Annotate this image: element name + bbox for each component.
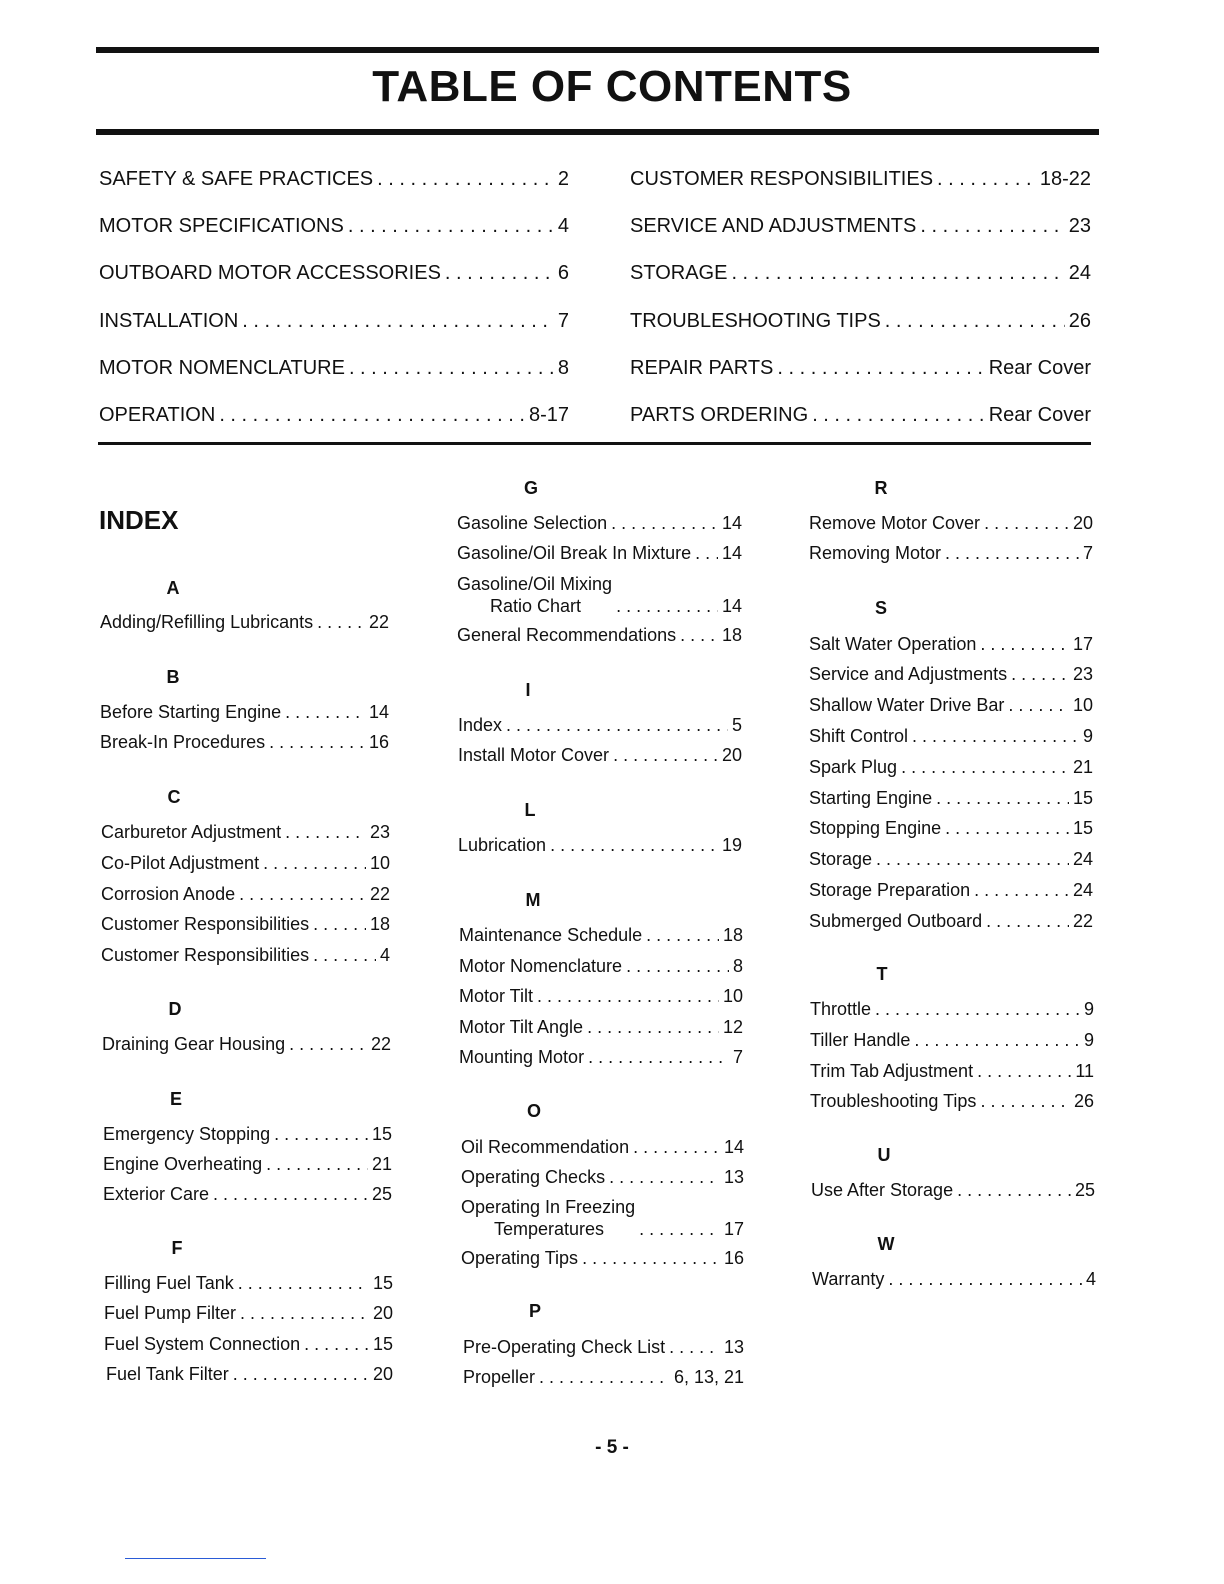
toc-entry-page: 24 (1068, 262, 1091, 285)
index-entry-label: Operating Checks (461, 1167, 606, 1187)
index-entry-label: Corrosion Anode (101, 884, 236, 904)
index-entry-label (457, 573, 612, 617)
toc-entry (630, 215, 1091, 262)
index-entry (101, 852, 390, 874)
index-entry-label: Index (458, 715, 503, 735)
dot-leader (912, 725, 1079, 747)
index-entry-page: 18 (722, 925, 743, 945)
index-entry-label: Pre-Operating Check List (463, 1337, 666, 1357)
index-entry-page: 15 (1072, 818, 1093, 838)
toc-entry-page: Rear Cover (988, 356, 1091, 379)
index-entry-label: Gasoline/Oil Break In Mixture (457, 543, 692, 563)
toc-bottom-rule (98, 442, 1091, 445)
index-entry-page: 14 (368, 702, 389, 722)
index-entry-label: Submerged Outboard (809, 911, 983, 931)
dot-leader (633, 1136, 720, 1158)
index-entry (104, 1272, 393, 1294)
dot-leader (289, 1033, 367, 1055)
index-entry-page: 15 (372, 1273, 393, 1293)
index-entry-page: 26 (1073, 1091, 1094, 1111)
toc-entry (630, 262, 1091, 309)
title-bottom-rule (96, 129, 1099, 135)
index-letter-e: E (169, 1089, 182, 1109)
index-entry-label: General Recommendations (457, 625, 677, 645)
index-entry-page: 17 (723, 1219, 744, 1239)
dot-leader (550, 834, 718, 856)
index-entry (457, 512, 742, 534)
toc-entry (99, 215, 569, 262)
toc-entry-label: PARTS ORDERING (630, 403, 809, 426)
dot-leader (285, 821, 366, 843)
dot-leader (1008, 694, 1069, 716)
index-entry-label: Spark Plug (809, 757, 898, 777)
toc-entry-label: OPERATION (99, 403, 216, 426)
dot-leader (974, 879, 1069, 901)
toc-entry-label: SERVICE AND ADJUSTMENTS (630, 215, 917, 238)
index-entry-label: Oil Recommendation (461, 1137, 630, 1157)
index-entry-label: Carburetor Adjustment (101, 822, 282, 842)
dot-leader (945, 817, 1069, 839)
index-letter-p: P (528, 1301, 541, 1321)
index-entry-page: 10 (369, 853, 390, 873)
index-entry-label: Lubrication (458, 835, 547, 855)
dot-leader (888, 1268, 1082, 1290)
dot-leader (266, 1153, 368, 1175)
index-entry-page: 15 (371, 1124, 392, 1144)
index-entry-label: Co-Pilot Adjustment (101, 853, 260, 873)
index-entry (810, 1090, 1094, 1112)
link-underline (125, 1558, 266, 1559)
toc-entry-label: MOTOR SPECIFICATIONS (99, 215, 344, 238)
index-entry-page: 22 (368, 612, 389, 632)
dot-leader (986, 910, 1069, 932)
toc-entry (630, 310, 1091, 357)
dot-leader (611, 512, 718, 534)
index-entry (102, 1033, 391, 1055)
index-entry-page: 25 (371, 1184, 392, 1204)
index-entry-label: Starting Engine (809, 788, 933, 808)
index-entry-page: 7 (732, 1047, 743, 1067)
index-entry (811, 1179, 1095, 1201)
index-entry-label: Adding/Refilling Lubricants (100, 612, 314, 632)
index-entry-page: 21 (371, 1154, 392, 1174)
index-entry-label: Before Starting Engine (100, 702, 282, 722)
toc-entry-page: 18-22 (1039, 168, 1091, 190)
index-entry-page: 20 (1072, 513, 1093, 533)
toc-entry-page: 4 (557, 215, 569, 238)
index-entry (103, 1153, 392, 1175)
index-entry-label: Motor Tilt (459, 986, 534, 1006)
index-entry-page: 18 (721, 625, 742, 645)
index-entry-page: 20 (372, 1303, 393, 1323)
index-letter-b: B (166, 667, 180, 687)
index-entry-page: 4 (1085, 1269, 1096, 1289)
index-entry-label: Customer Responsibilities (101, 945, 310, 965)
dot-leader (876, 848, 1069, 870)
dot-leader (313, 944, 376, 966)
index-entry-label: Use After Storage (811, 1180, 954, 1200)
index-entry-page: 10 (722, 986, 743, 1006)
index-entry-label: Tiller Handle (810, 1030, 911, 1050)
index-entry-page: 6, 13, 21 (673, 1367, 744, 1387)
dot-leader (587, 1016, 719, 1038)
index-entry-page: 10 (1072, 695, 1093, 715)
index-entry-label: Install Motor Cover (458, 745, 610, 765)
dot-leader (263, 852, 366, 874)
index-entry (809, 512, 1093, 534)
toc-entry-page: 6 (557, 262, 569, 285)
toc-entry (99, 168, 569, 215)
index-entry-page: 11 (1075, 1061, 1094, 1081)
index-entry-page: 4 (379, 945, 390, 965)
dot-leader (937, 168, 1036, 191)
index-entry (459, 985, 743, 1007)
index-entry (100, 611, 389, 633)
dot-leader (313, 913, 366, 935)
index-entry (459, 955, 743, 977)
index-entry-label: Trim Tab Adjustment (810, 1061, 974, 1081)
dot-leader (377, 168, 554, 191)
dot-leader (680, 624, 718, 646)
toc-entry-label: SAFETY & SAFE PRACTICES (99, 168, 374, 190)
toc-entry-label: TROUBLESHOOTING TIPS (630, 309, 881, 332)
index-entry-label-line1: Gasoline/Oil Mixing (457, 574, 613, 594)
dot-leader (233, 1363, 369, 1385)
index-entry (809, 910, 1093, 932)
dot-leader (239, 883, 366, 905)
dot-leader (914, 1029, 1080, 1051)
index-letter-o: O (526, 1101, 541, 1121)
toc-entry-label: CUSTOMER RESPONSIBILITIES (630, 168, 934, 190)
index-entry-label: Propeller (463, 1367, 536, 1387)
index-entry-page: 14 (721, 596, 742, 616)
dot-leader (957, 1179, 1071, 1201)
index-entry-label: Remove Motor Cover (809, 513, 981, 533)
index-entry-label: Customer Responsibilities (101, 914, 310, 934)
index-entry-label: Storage Preparation (809, 880, 971, 900)
index-entry-page: 7 (1082, 543, 1093, 563)
index-entry-page: 13 (723, 1337, 744, 1357)
index-entry (809, 694, 1093, 716)
index-entry (101, 821, 390, 843)
dot-leader (920, 215, 1064, 238)
index-entry-label-line2: Ratio Chart (490, 596, 582, 616)
index-entry-label: Mounting Motor (459, 1047, 585, 1067)
index-entry (810, 998, 1094, 1020)
index-entry-label: Emergency Stopping (103, 1124, 271, 1144)
index-entry (100, 731, 389, 753)
index-entry-page: 17 (1072, 634, 1093, 654)
toc-entry-label: MOTOR NOMENCLATURE (99, 356, 345, 379)
toc-entry-label: INSTALLATION (99, 309, 239, 332)
dot-leader (1011, 663, 1069, 685)
dot-leader (348, 215, 554, 238)
index-entry-label: Shallow Water Drive Bar (809, 695, 1005, 715)
toc-entry-label: STORAGE (630, 262, 728, 285)
dot-leader (588, 1046, 729, 1068)
index-entry-label-line1: Operating In Freezing (461, 1197, 636, 1217)
index-entry-label: Break-In Procedures (100, 732, 266, 752)
index-entry (461, 1196, 744, 1240)
index-entry (457, 624, 742, 646)
index-entry-page: 24 (1072, 880, 1093, 900)
index-entry-page: 20 (372, 1364, 393, 1384)
dot-leader (274, 1123, 368, 1145)
index-entry (457, 542, 742, 564)
index-entry-page: 18 (369, 914, 390, 934)
index-entry (101, 913, 390, 935)
index-entry-page: 14 (721, 513, 742, 533)
index-entry-label: Stopping Engine (809, 818, 942, 838)
index-entry-page: 9 (1083, 1030, 1094, 1050)
dot-leader (609, 1166, 720, 1188)
index-entry-label: Throttle (810, 999, 872, 1019)
toc-entry-page: 2 (557, 168, 569, 190)
index-entry (101, 883, 390, 905)
index-entry (810, 1029, 1094, 1051)
index-entry (458, 834, 742, 856)
index-letter-c: C (167, 787, 181, 807)
index-letter-t: T (876, 964, 888, 984)
index-entry-page: 19 (721, 835, 742, 855)
dot-leader (349, 357, 554, 380)
index-letter-s: S (874, 598, 887, 618)
index-entry-page: 12 (722, 1017, 743, 1037)
page-number: - 5 - (595, 1437, 629, 1458)
top-rule (96, 47, 1099, 53)
index-entry-page: 22 (370, 1034, 391, 1054)
index-entry (461, 1166, 744, 1188)
index-entry (463, 1336, 744, 1358)
index-entry-label: Fuel System Connection (104, 1334, 301, 1354)
toc-right-column (630, 168, 1091, 451)
index-entry-page: 14 (721, 543, 742, 563)
index-entry (809, 787, 1093, 809)
index-entry-label: Removing Motor (809, 543, 942, 563)
index-entry-label: Troubleshooting Tips (810, 1091, 977, 1111)
toc-entry-page: 8 (557, 356, 569, 379)
index-entry (809, 817, 1093, 839)
index-entry (106, 1363, 393, 1385)
index-entry-label: Maintenance Schedule (459, 925, 643, 945)
dot-leader (980, 1090, 1070, 1112)
index-entry (463, 1366, 744, 1388)
dot-leader (936, 787, 1069, 809)
index-entry-label: Storage (809, 849, 873, 869)
toc-entry-page: 23 (1068, 215, 1091, 238)
index-entry (809, 633, 1093, 655)
toc-entry (630, 357, 1091, 404)
index-entry (103, 1123, 392, 1145)
index-entry-label: Engine Overheating (103, 1154, 263, 1174)
toc-left-column (99, 168, 569, 451)
index-entry-page: 16 (723, 1248, 744, 1268)
index-entry (809, 879, 1093, 901)
index-entry-page: 14 (723, 1137, 744, 1157)
dot-leader (626, 955, 729, 977)
index-entry-page: 25 (1074, 1180, 1095, 1200)
dot-leader (445, 262, 554, 285)
index-entry (459, 1016, 743, 1038)
index-entry (461, 1136, 744, 1158)
index-entry-label: Shift Control (809, 726, 909, 746)
index-entry (457, 573, 742, 617)
index-letter-l: L (524, 800, 536, 820)
index-entry-label: Fuel Pump Filter (104, 1303, 237, 1323)
index-entry (101, 944, 390, 966)
dot-leader (317, 611, 365, 633)
index-letter-g: G (523, 478, 538, 498)
dot-leader (777, 357, 984, 380)
index-entry (104, 1333, 393, 1355)
dot-leader (812, 404, 985, 427)
index-letter-i: I (525, 680, 531, 700)
index-entry-label: Warranty (812, 1269, 885, 1289)
toc-entry (99, 262, 569, 309)
dot-leader (539, 1366, 670, 1388)
index-entry-page: 23 (369, 822, 390, 842)
toc-entry (99, 310, 569, 357)
index-entry-page: 20 (721, 745, 742, 765)
dot-leader (219, 404, 525, 427)
index-letter-a: A (166, 578, 180, 598)
index-entry-page: 23 (1072, 664, 1093, 684)
toc-entry (99, 357, 569, 404)
dot-leader (639, 1218, 720, 1240)
dot-leader (537, 985, 719, 1007)
toc-entry-label: OUTBOARD MOTOR ACCESSORIES (99, 262, 441, 285)
index-entry (809, 725, 1093, 747)
toc-entry-page: 26 (1068, 309, 1091, 332)
index-entry (461, 1247, 744, 1269)
index-entry-label: Service and Adjustments (809, 664, 1008, 684)
dot-leader (506, 714, 728, 736)
index-letter-m: M (525, 890, 541, 910)
index-entry-page: 13 (723, 1167, 744, 1187)
index-letter-r: R (874, 478, 888, 498)
toc-entry (630, 168, 1091, 215)
dot-leader (613, 744, 718, 766)
index-entry (458, 714, 742, 736)
index-entry-label: Motor Nomenclature (459, 956, 623, 976)
index-entry (809, 756, 1093, 778)
index-entry-page: 22 (369, 884, 390, 904)
index-entry-page: 9 (1083, 999, 1094, 1019)
index-entry (810, 1060, 1094, 1082)
dot-leader (616, 595, 718, 617)
toc-entry-label: REPAIR PARTS (630, 356, 774, 379)
index-entry-label: Operating Tips (461, 1248, 579, 1268)
index-entry (459, 1046, 743, 1068)
index-entry (809, 542, 1093, 564)
dot-leader (213, 1183, 368, 1205)
index-letter-f: F (171, 1238, 183, 1258)
index-entry-page: 21 (1072, 757, 1093, 777)
page-title: TABLE OF CONTENTS (372, 62, 852, 111)
index-entry-page: 24 (1072, 849, 1093, 869)
index-letter-u: U (877, 1145, 891, 1165)
index-entry-label: Draining Gear Housing (102, 1034, 286, 1054)
dot-leader (875, 998, 1080, 1020)
index-entry (809, 663, 1093, 685)
index-letter-w: W (877, 1234, 895, 1254)
index-entry-label: Exterior Care (103, 1184, 210, 1204)
index-entry (104, 1302, 393, 1324)
dot-leader (582, 1247, 720, 1269)
index-entry-page: 9 (1082, 726, 1093, 746)
dot-leader (242, 310, 554, 333)
dot-leader (901, 756, 1069, 778)
dot-leader (885, 310, 1065, 333)
dot-leader (304, 1333, 369, 1355)
index-entry-label: Motor Tilt Angle (459, 1017, 584, 1037)
toc-entry-page: 8-17 (528, 403, 569, 426)
dot-leader (238, 1272, 369, 1294)
dot-leader (269, 731, 365, 753)
toc-entry-page: 7 (557, 309, 569, 332)
dot-leader (646, 924, 719, 946)
index-entry (812, 1268, 1096, 1290)
index-entry (459, 924, 743, 946)
index-entry-page: 5 (731, 715, 742, 735)
dot-leader (945, 542, 1079, 564)
index-entry (809, 848, 1093, 870)
index-letter-d: D (168, 999, 182, 1019)
index-entry (458, 744, 742, 766)
index-entry (103, 1183, 392, 1205)
index-entry-page: 22 (1072, 911, 1093, 931)
dot-leader (980, 633, 1069, 655)
dot-leader (695, 542, 718, 564)
index-entry-label: Salt Water Operation (809, 634, 977, 654)
dot-leader (984, 512, 1069, 534)
index-entry-label: Fuel Tank Filter (106, 1364, 229, 1384)
dot-leader (731, 262, 1064, 285)
index-entry-page: 16 (368, 732, 389, 752)
toc-entry-page: Rear Cover (988, 403, 1091, 426)
index-entry-page: 15 (372, 1334, 393, 1354)
index-entry-page: 15 (1072, 788, 1093, 808)
index-entry-label: Filling Fuel Tank (104, 1273, 234, 1293)
index-heading: INDEX (99, 505, 179, 535)
index-entry-label-line2: Temperatures (494, 1219, 605, 1239)
dot-leader (977, 1060, 1071, 1082)
index-entry (100, 701, 389, 723)
dot-leader (669, 1336, 720, 1358)
index-entry-label: Gasoline Selection (457, 513, 608, 533)
index-entry-label (461, 1196, 635, 1240)
dot-leader (240, 1302, 369, 1324)
index-entry-page: 8 (732, 956, 743, 976)
dot-leader (285, 701, 365, 723)
